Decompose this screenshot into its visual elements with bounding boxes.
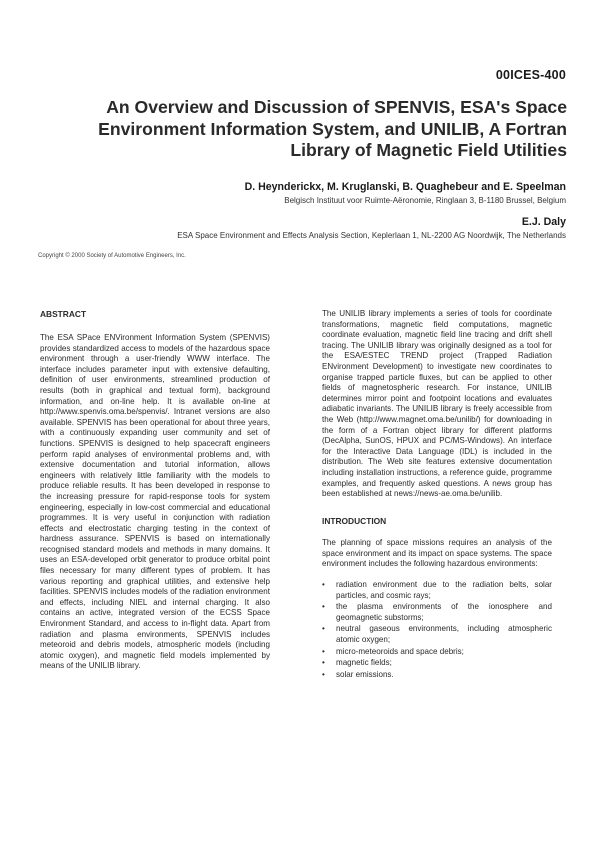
authors: D. Heynderickx, M. Kruglanski, B. Quaghebeur and E. Speelman: [244, 181, 566, 193]
affiliation-1: Belgisch Instituut voor Ruimte-Aëronomie, Ringlaan 3, B-1180 Brussel, Belgium: [284, 196, 566, 205]
bullet-icon: •: [322, 580, 325, 590]
title-line: Environment Information System, and UNILIB, A Fortran: [98, 118, 567, 139]
list-item: • magnetic fields;: [322, 658, 392, 668]
introduction-text: The planning of space missions requires an analysis of the space environment and its impact on space systems. The space environment includes the following hazardous environments:: [322, 538, 552, 569]
bullet-icon: •: [322, 624, 325, 634]
bullet-icon: •: [322, 669, 325, 679]
list-item: • the plasma environments of the ionosphere and geomagnetic substorms;: [322, 602, 552, 622]
paper-title: [27, 97, 567, 162]
bullet-icon: •: [322, 602, 325, 612]
list-item: • solar emissions.: [322, 669, 394, 679]
introduction-heading: INTRODUCTION: [322, 515, 387, 526]
title-line: Library of Magnetic Field Utilities: [290, 140, 567, 160]
unilib-paragraph: The UNILIB library implements a series of tools for coordinate transformations, magnetic field computations, magnetic coordinate evaluation, magnetic field line tracing and drift shell tracing. The UNILIB library was originally designed as a tool for the ESA/ESTEC TREND project (Trapped Radiation ENvironment Development) to investigate new coordinates to organise trapped particle fluxes, but can be applied to other fields of magnetospheric research. For instance, UNILIB determines mirror point and footpoint locations and evaluates adiabatic invariants. The UNILIB library is freely accessible from the Web (http://www.magnet.oma.be/unilib/) for downloading in the form of a Fortran object library for different platforms (DecAlpha, SunOS, HPUX and PC/MS-Windows). An interface for the Interactive Data Language (IDL) is included in the distribution. The Web site features extensive documentation including installation instructions, a reference guide, programme examples, and frequently asked questions. A news group has been established at news://news-ae.oma.be/unilib.: [322, 309, 552, 499]
right-column: [322, 309, 552, 681]
author-2: E.J. Daly: [521, 216, 566, 228]
list-item: • neutral gaseous environments, including atmospheric atomic oxygen;: [322, 624, 552, 645]
document-id: 00ICES-400: [495, 68, 566, 82]
affiliation-2: ESA Space Environment and Effects Analysis Section, Keplerlaan 1, NL-2200 AG Noordwijk, The Netherlands: [177, 231, 566, 240]
bullet-icon: •: [322, 658, 325, 668]
list-item: • micro-meteoroids and space debris;: [322, 646, 464, 656]
left-column: [40, 309, 270, 672]
abstract-text: The ESA SPace ENVironment Information System (SPENVIS) provides standardized access to models of the hazardous space environment through a user-friendly WWW interface. The interface includes parameter input with extensive defaulting, definition of user environments, streamlined production of results (both in graphical and textual form), background information, and on-line help. It is available on-line at http://www.spenvis.oma.be/spenvis/. Intranet versions are also available. SPENVIS has been operational for about three years, with a continuously expanding user community and set of functions. SPENVIS is designed to help spacecraft engineers perform rapid analyses of environmental problems and, with extensive documentation and tutorial information, allows engineers with relatively little familiarity with the models to produce reliable results. It has been developed in response to the increasing pressure for rapid-response tools for system engineering, especially in low-cost commercial and educational programmes. It is very useful in conjunction with radiation effects and electrostatic charging testing in the context of hardness assurance. SPENVIS is based on internationally recognised standard models and methods in many domains. It uses an ESA-developed orbit generator to produce orbital point files necessary for many different types of problem. It has various reporting and graphical utilities, and extensive help facilities. SPENVIS includes models of the radiation environment and effects, including NIEL and internal charging. It also contains an active, integrated version of the ECSS Space Environment Standard, and access to in-flight data. Apart from radiation and plasma environments, SPENVIS includes meteoroid and debris models, atmospheric models (including atomic oxygen), and magnetic field models implemented by means of the UNILIB library.: [40, 333, 270, 671]
bullet-icon: •: [322, 646, 325, 656]
copyright-notice: Copyright © 2000 Society of Automotive Engineers, Inc.: [38, 253, 186, 259]
hazard-list: [322, 580, 552, 680]
list-item: • radiation environment due to the radiation belts, solar particles, and cosmic rays;: [322, 580, 552, 600]
abstract-heading: ABSTRACT: [40, 309, 87, 319]
title-line: An Overview and Discussion of SPENVIS, ESA's Space: [106, 97, 567, 117]
